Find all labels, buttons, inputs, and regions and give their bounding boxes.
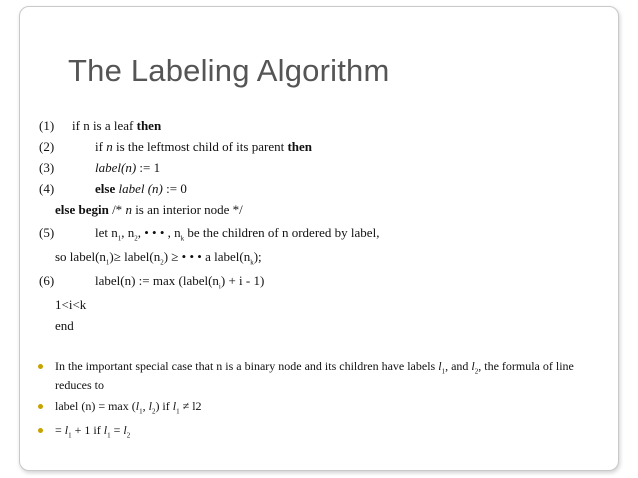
line-number: (4): [39, 181, 55, 196]
bullet-marker: [38, 364, 43, 369]
var-l: l: [64, 423, 69, 437]
bullet-text: + 1 if: [71, 423, 104, 437]
bullet-3-line: [55, 422, 130, 438]
var-l: l: [103, 423, 108, 437]
line-text: := 0: [162, 181, 187, 196]
end-line: end: [55, 318, 74, 333]
subscript: 1: [441, 367, 446, 376]
subscript: 1: [117, 234, 122, 243]
bullet-marker: [38, 428, 43, 433]
bullet-text: ) if: [155, 399, 173, 413]
subscript: 2: [160, 258, 164, 267]
subscript: 1: [176, 407, 180, 416]
line-text: is the leftmost child of its parent: [112, 139, 288, 154]
bullet-text: , the formula of line: [478, 359, 574, 373]
var-l: l: [148, 399, 152, 413]
var-l: l: [172, 399, 177, 413]
bullet-text: , and: [445, 359, 472, 373]
bullet-text: ≠ l2: [179, 399, 202, 413]
keyword-else-begin: else begin: [55, 202, 109, 217]
var-l: l: [135, 399, 140, 413]
subscript: k: [180, 234, 185, 243]
var-n: n: [125, 202, 132, 217]
label-expr: label (n): [118, 181, 163, 196]
line-number: (5): [39, 225, 55, 240]
keyword-then: then: [287, 139, 313, 154]
bullet-1-line-1: [55, 358, 574, 374]
subscript: 2: [474, 367, 479, 376]
line-text: );: [253, 249, 262, 264]
var-l: l: [471, 359, 475, 373]
bullet-text: ,: [142, 399, 149, 413]
var-l: l: [438, 359, 442, 373]
subscript: i: [218, 282, 221, 291]
subscript: 1: [68, 431, 72, 440]
subscript: 2: [134, 234, 138, 243]
var-n: n: [106, 139, 113, 154]
label-expr: label(n): [95, 160, 137, 175]
bullet-text: =: [55, 423, 65, 437]
line-text: so label(n: [55, 249, 106, 264]
line-text: let n: [95, 225, 118, 240]
bullet-text: label (n) = max (: [55, 399, 136, 413]
line-number: (6): [39, 273, 55, 288]
bullet-text: =: [110, 423, 124, 437]
comment-text: /*: [108, 202, 126, 217]
line-text: ) + i - 1): [220, 273, 265, 288]
range-line: 1<i<k: [55, 297, 87, 312]
subscript: 2: [151, 407, 156, 416]
subscript: 1: [139, 407, 143, 416]
line-text: label(n) := max (label(n: [95, 273, 219, 288]
line-text: ) ≥ • • • a label(n: [163, 249, 251, 264]
line-text: , n: [121, 225, 135, 240]
line-text: , • • • , n: [137, 225, 181, 240]
line-text: )≥ label(n: [109, 249, 161, 264]
line-number: (3): [39, 160, 55, 175]
line-text: if: [95, 139, 107, 154]
slide-title: The Labeling Algorithm: [68, 53, 390, 88]
bullet-1-line-2: reduces to: [55, 378, 104, 392]
line-text: be the children of n ordered by label,: [184, 225, 380, 240]
subscript: 1: [107, 431, 111, 440]
bullet-marker: [38, 404, 43, 409]
subscript: k: [250, 258, 254, 267]
else-begin-line: [55, 202, 243, 218]
bullet-text: In the important special case that n is a binary node and its children have labels: [55, 359, 439, 373]
keyword-else: else: [95, 181, 119, 196]
comment-text: is an interior node */: [131, 202, 243, 217]
var-l: l: [123, 423, 127, 437]
keyword-then: then: [136, 118, 162, 133]
subscript: 2: [126, 431, 131, 440]
line-text: := 1: [136, 160, 161, 175]
so-label-line: [55, 249, 262, 265]
line-number: (2): [39, 139, 55, 154]
line-text: if n is a leaf: [72, 118, 137, 133]
line-number: (1): [39, 118, 55, 133]
subscript: 1: [105, 258, 110, 267]
bullet-2-line: [55, 398, 202, 414]
